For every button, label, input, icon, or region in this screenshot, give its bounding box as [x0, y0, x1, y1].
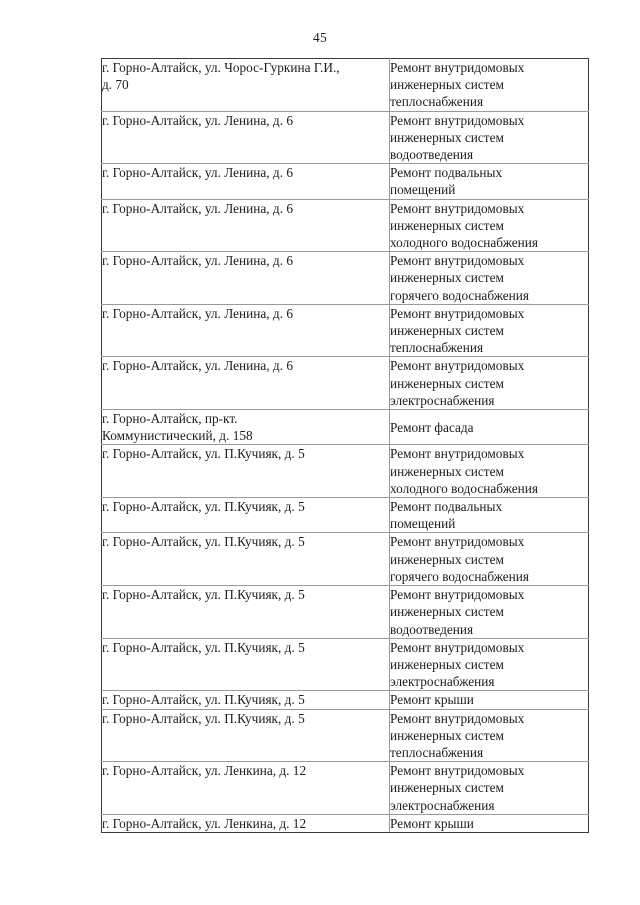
address-line: г. Горно-Алтайск, ул. Ленкина, д. 12	[102, 763, 307, 779]
table-row	[102, 691, 589, 709]
table-row	[102, 59, 589, 112]
work-type-line: инженерных систем	[390, 129, 504, 145]
table-row	[102, 533, 589, 586]
work-type-line: инженерных систем	[390, 217, 504, 233]
work-type-line: холодного водоснабжения	[390, 235, 538, 251]
address-line: г. Горно-Алтайск, ул. Чорос-Гуркина Г.И.,	[102, 60, 340, 75]
work-type-cell	[390, 199, 589, 252]
address-cell	[102, 762, 390, 815]
work-type-line: Ремонт внутридомовых	[390, 534, 525, 550]
work-type-cell	[390, 586, 589, 639]
work-type-line: электроснабжения	[390, 674, 495, 690]
work-type-line: водоотведения	[390, 621, 474, 637]
work-type-line: помещений	[390, 182, 456, 198]
address-cell	[102, 111, 390, 164]
work-type-line: Ремонт крыши	[390, 692, 474, 708]
address-cell	[102, 498, 390, 533]
work-type-line: горячего водоснабжения	[390, 287, 530, 303]
work-type-line: инженерных систем	[390, 656, 504, 672]
address-cell	[102, 445, 390, 498]
table-row	[102, 498, 589, 533]
table-row	[102, 586, 589, 639]
work-type-line: электроснабжения	[390, 392, 495, 408]
works-table-container	[101, 58, 588, 833]
work-type-line: инженерных систем	[390, 323, 504, 339]
address-cell	[102, 410, 390, 445]
address-cell	[102, 533, 390, 586]
address-cell	[102, 691, 390, 709]
work-type-line: Ремонт внутридомовых	[390, 763, 525, 779]
table-row	[102, 445, 589, 498]
work-type-line: теплоснабжения	[390, 94, 484, 110]
address-cell	[102, 357, 390, 410]
work-type-cell	[390, 709, 589, 762]
work-type-line: Ремонт внутридомовых	[390, 305, 525, 321]
work-type-line: электроснабжения	[390, 797, 495, 813]
work-type-line: инженерных систем	[390, 463, 504, 479]
table-row	[102, 814, 589, 832]
address-line: г. Горно-Алтайск, ул. П.Кучияк, д. 5	[102, 499, 305, 515]
work-type-line: горячего водоснабжения	[390, 568, 530, 584]
address-cell	[102, 199, 390, 252]
work-type-line: Ремонт внутридомовых	[390, 446, 525, 462]
address-line: г. Горно-Алтайск, ул. П.Кучияк, д. 5	[102, 446, 305, 462]
works-table-body	[102, 59, 589, 833]
work-type-line: инженерных систем	[390, 780, 504, 796]
table-row	[102, 199, 589, 252]
address-line: г. Горно-Алтайск, ул. П.Кучияк, д. 5	[102, 587, 305, 603]
work-type-line: инженерных систем	[390, 604, 504, 620]
work-type-line: инженерных систем	[390, 77, 504, 93]
page-number: 45	[313, 30, 327, 45]
work-type-line: Ремонт подвальных	[390, 499, 503, 515]
work-type-cell	[390, 691, 589, 709]
address-line: г. Горно-Алтайск, ул. П.Кучияк, д. 5	[102, 692, 305, 708]
address-cell	[102, 252, 390, 305]
address-line: г. Горно-Алтайск, ул. П.Кучияк, д. 5	[102, 534, 305, 550]
table-row	[102, 410, 589, 445]
table-row	[102, 762, 589, 815]
work-type-cell	[390, 111, 589, 164]
table-row	[102, 164, 589, 199]
work-type-cell	[390, 252, 589, 305]
address-cell	[102, 709, 390, 762]
address-line: г. Горно-Алтайск, ул. Ленина, д. 6	[102, 305, 293, 321]
work-type-cell	[390, 638, 589, 691]
work-type-line: Ремонт крыши	[390, 815, 474, 831]
address-line: г. Горно-Алтайск, ул. Ленина, д. 6	[102, 200, 293, 216]
address-line: г. Горно-Алтайск, ул. Ленина, д. 6	[102, 112, 293, 128]
work-type-cell	[390, 357, 589, 410]
works-table	[101, 58, 589, 833]
work-type-line: Ремонт внутридомовых	[390, 60, 525, 75]
address-cell	[102, 59, 390, 112]
work-type-cell	[390, 59, 589, 112]
address-line: г. Горно-Алтайск, ул. Ленина, д. 6	[102, 358, 293, 374]
work-type-line: Ремонт внутридомовых	[390, 639, 525, 655]
address-line: г. Горно-Алтайск, ул. Ленкина, д. 12	[102, 815, 307, 831]
address-line: г. Горно-Алтайск, ул. Ленина, д. 6	[102, 165, 293, 181]
work-type-cell	[390, 762, 589, 815]
work-type-cell	[390, 164, 589, 199]
work-type-line: Ремонт внутридомовых	[390, 200, 525, 216]
work-type-cell	[390, 304, 589, 357]
work-type-cell	[390, 533, 589, 586]
table-row	[102, 638, 589, 691]
work-type-line: теплоснабжения	[390, 340, 484, 356]
address-cell	[102, 304, 390, 357]
page-header	[0, 29, 640, 47]
table-row	[102, 111, 589, 164]
work-type-line: Ремонт внутридомовых	[390, 253, 525, 269]
table-row	[102, 709, 589, 762]
table-row	[102, 357, 589, 410]
work-type-line: инженерных систем	[390, 270, 504, 286]
address-cell	[102, 638, 390, 691]
address-line: Коммунистический, д. 158	[102, 428, 253, 444]
work-type-line: инженерных систем	[390, 375, 504, 391]
work-type-cell	[390, 814, 589, 832]
work-type-line: теплоснабжения	[390, 744, 484, 760]
work-type-line: инженерных систем	[390, 551, 504, 567]
address-cell	[102, 814, 390, 832]
work-type-line: Ремонт внутридомовых	[390, 358, 525, 374]
work-type-line: холодного водоснабжения	[390, 480, 538, 496]
address-cell	[102, 586, 390, 639]
work-type-line: Ремонт внутридомовых	[390, 710, 525, 726]
work-type-line: водоотведения	[390, 147, 474, 163]
address-cell	[102, 164, 390, 199]
work-type-cell	[390, 410, 589, 445]
table-row	[102, 304, 589, 357]
work-type-line: помещений	[390, 516, 456, 532]
work-type-line: Ремонт внутридомовых	[390, 112, 525, 128]
work-type-line: Ремонт фасада	[390, 419, 474, 435]
work-type-line: Ремонт подвальных	[390, 165, 503, 181]
work-type-line: Ремонт внутридомовых	[390, 587, 525, 603]
address-line: г. Горно-Алтайск, ул. П.Кучияк, д. 5	[102, 710, 305, 726]
work-type-line: инженерных систем	[390, 727, 504, 743]
address-line: д. 70	[102, 77, 129, 93]
work-type-cell	[390, 445, 589, 498]
work-type-cell	[390, 498, 589, 533]
address-line: г. Горно-Алтайск, ул. Ленина, д. 6	[102, 253, 293, 269]
address-line: г. Горно-Алтайск, ул. П.Кучияк, д. 5	[102, 639, 305, 655]
address-line: г. Горно-Алтайск, пр-кт.	[102, 411, 238, 427]
table-row	[102, 252, 589, 305]
